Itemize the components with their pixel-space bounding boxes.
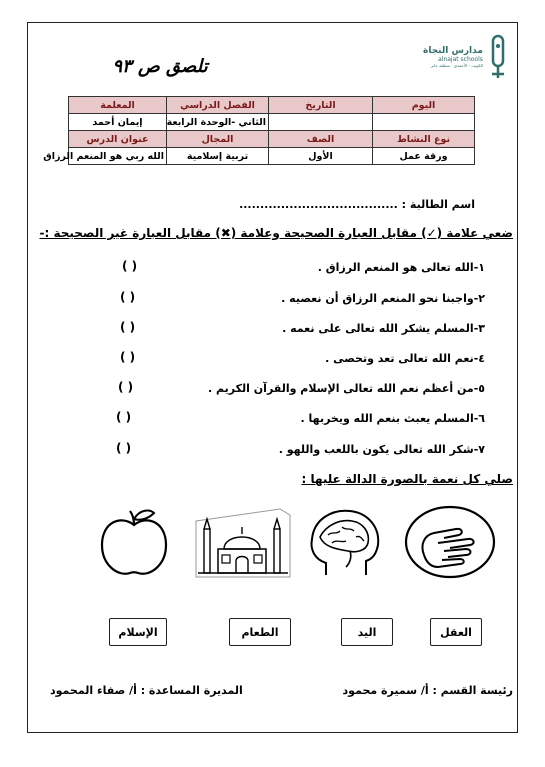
value-day	[373, 114, 475, 131]
mosque-icon[interactable]	[194, 505, 292, 579]
paste-page-title: تلصق ص ٩٣	[112, 56, 208, 77]
department-head-signature: رئيسة القسم : أ/ سميرة محمود	[342, 684, 513, 697]
logo-mark-icon	[487, 34, 509, 80]
word-box-islam[interactable]: الإسلام	[109, 618, 167, 646]
value-date	[269, 114, 373, 131]
value-lesson-title: الله ربي هو المنعم الرزاق	[69, 148, 167, 165]
logo-english-text: alnajat schools	[438, 56, 483, 63]
value-field: تربية إسلامية	[167, 148, 269, 165]
answer-box-6[interactable]: ( )	[116, 410, 132, 424]
label-date: التاريخ	[269, 97, 373, 114]
label-lesson-title: عنوان الدرس	[69, 131, 167, 148]
word-box-hand[interactable]: اليد	[341, 618, 393, 646]
label-semester: الفصل الدراسي	[167, 97, 269, 114]
question-2: ٢-واجبنا نحو المنعم الرزاق أن نعصيه .	[281, 292, 485, 305]
question-7: ٧-شكر الله تعالى يكون باللعب واللهو .	[278, 443, 485, 456]
answer-box-7[interactable]: ( )	[116, 441, 132, 455]
question-5: ٥-من أعظم نعم الله تعالى الإسلام والقرآن الكريم .	[208, 382, 485, 395]
info-value-row-2	[69, 148, 475, 165]
value-grade: الأول	[269, 148, 373, 165]
matching-heading: صلي كل نعمة بالصورة الدالة عليها :	[301, 472, 513, 486]
answer-box-3[interactable]: ( )	[120, 320, 136, 334]
word-box-food[interactable]: الطعام	[229, 618, 291, 646]
info-header-row-1	[69, 97, 475, 114]
label-grade: الصف	[269, 131, 373, 148]
value-semester: الثاني -الوحدة الرابعة	[167, 114, 269, 131]
answer-box-1[interactable]: ( )	[122, 259, 138, 273]
value-teacher: إيمان أحمد	[69, 114, 167, 131]
apple-icon[interactable]	[96, 505, 172, 581]
instruction-heading: ضعي علامة (✓) مقابل العبارة الصحيحة وعلامة (✖) مقابل العبارة غير الصحيحة :-	[39, 226, 513, 240]
logo-tagline: الكويت - الأحمدي - منطقة جابر	[430, 63, 483, 68]
label-activity-type: نوع النشاط	[373, 131, 475, 148]
student-name-line[interactable]: اسم الطالبة : ......................................	[239, 198, 475, 211]
label-day: اليوم	[373, 97, 475, 114]
answer-box-4[interactable]: ( )	[120, 350, 136, 364]
info-header-row-2	[69, 131, 475, 148]
school-logo	[423, 30, 513, 84]
logo-arabic-text: مدارس النجاة	[423, 46, 483, 56]
info-table	[43, 96, 475, 165]
answer-box-5[interactable]: ( )	[118, 380, 134, 394]
brain-icon[interactable]	[306, 505, 384, 579]
label-teacher: المعلمة	[69, 97, 167, 114]
info-value-row-1	[69, 114, 475, 131]
question-4: ٤-نعم الله تعالى تعد وتحصى .	[325, 352, 485, 365]
question-6: ٦-المسلم يعبث بنعم الله ويخربها .	[300, 412, 485, 425]
question-1: ١-الله تعالى هو المنعم الرزاق .	[317, 261, 485, 274]
hand-icon[interactable]	[404, 505, 496, 579]
value-activity-type: ورقة عمل	[373, 148, 475, 165]
answer-box-2[interactable]: ( )	[120, 290, 136, 304]
word-box-mind[interactable]: العقل	[430, 618, 482, 646]
assistant-principal-signature: المديرة المساعدة : أ/ صفاء المحمود	[50, 684, 243, 697]
label-field: المجال	[167, 131, 269, 148]
question-3: ٣-المسلم يشكر الله تعالى على نعمه .	[282, 322, 485, 335]
